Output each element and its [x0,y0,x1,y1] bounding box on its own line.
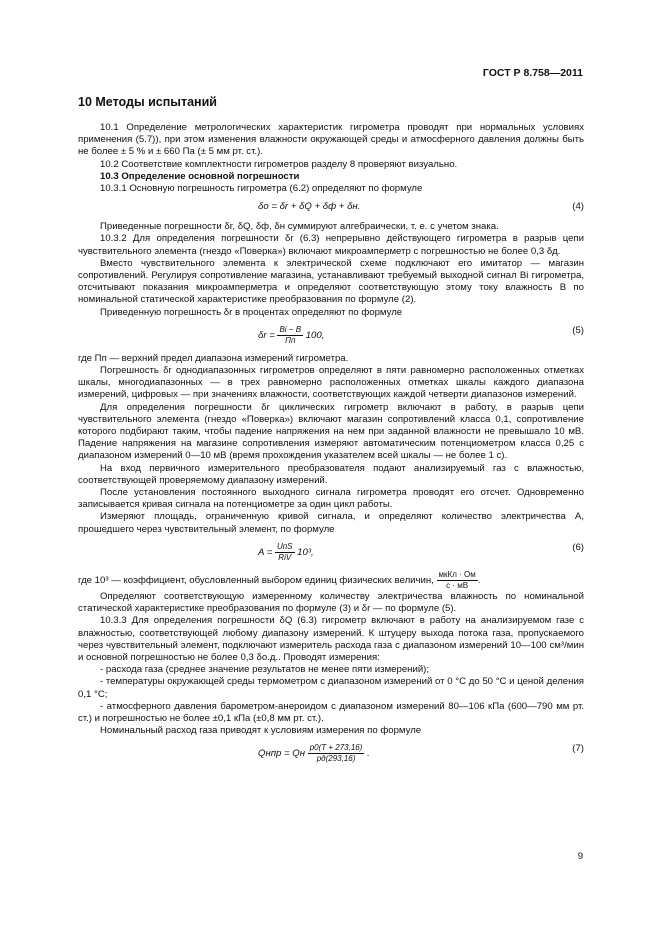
paragraph-10-2: 10.2 Соответствие комплектности гигрометров разделу 8 проверяют визуально. [100,158,458,170]
paragraph: Погрешность δr однодиапазонных гигрометров определяют в пяти равномерно расположенных отметках шкалы, многодиапазонных — в трех равномерно расположенных отметках шкалы каждого диапазона измерений, цифровых — при значениях влажности, соответствующих каждой четверти диапазонов измерений. [78,365,584,401]
units-fraction [437,570,478,591]
formula-7-number: (7) [572,743,584,755]
units-text: где 10³ — коэффициент, обусловленный выбором единиц физических величин, [78,574,434,586]
paragraph: где Пп — верхний предел диапазона измерений гигрометра. [78,352,349,364]
formula-5-body [258,325,324,346]
formula-5-fraction [277,325,303,346]
formula-6-body [258,542,314,563]
paragraph: На вход первичного измерительного преобразователя подают анализируемый газ с влажностью, соответствующей проверяемому диапазону измерений. [78,462,584,486]
page-number: 9 [577,851,583,862]
list-item: - расхода газа (среднее значение результатов не менее пяти измерений); [100,664,430,676]
formula-4-body: δо = δr + δQ + δф + δн. [258,201,361,213]
units-numerator: мкКл · Ом [438,569,476,579]
paragraph: После установления постоянного выходного сигнала гигрометра проводят его отсчет. Одновременно записывается кривая сигнала на потенциометре за один цикл работы. [78,487,584,511]
formula-5 [78,322,584,350]
formula-5-tail: 100, [305,329,325,341]
formula-7-numerator: p0(T + 273,16) [309,743,363,753]
paragraph-10-3-3: 10.3.3 Для определения погрешности δQ (6.3) гигрометр включают в работу на анализируемом газе с влажностью, соответствующей любому диапазону измерений. К штуцеру выхода потока газа, пропускаемого через чувствительный элемент, подключают измеритель расхода газа с диапазоном измерений 10—100 см³/мин и основной погрешностью не более 0,3 δо.д.. Проводят измерения: [78,615,584,663]
paragraph: Определяют соответствующую измеренному количеству электричества влажность по номинальной статической характеристике преобразования по формуле (3) и δr — по формуле (5). [78,590,584,615]
formula-7-fraction [308,743,365,764]
formula-7-denominator: pд(293,16) [316,754,356,764]
section-title: 10 Методы испытаний [78,95,217,109]
paragraph: Измеряют площадь, ограниченную кривой сигнала, и определяют количество электричества A, прошедшего через чувствительный элемент, по формуле [78,511,584,535]
standard-header: ГОСТ Р 8.758—2011 [482,67,583,79]
formula-5-denominator: Пп [285,335,296,345]
paragraph-10-1: 10.1 Определение метрологических характеристик гигрометра проводят при нормальных условиях применения (5.7)), при этом изменения влажности окружающей среды и атмосферного давления должны быть не более ± 5 % и ± 660 Па (± 5 мм рт. ст.). [78,122,584,158]
paragraph: Приведенную погрешность δr в процентах определяют по формуле [100,306,403,318]
list-item: - температуры окружающей среды термометром с диапазоном измерений от 0 °С до 50 °С и ценой деления 0,1 °С; [78,676,584,700]
paragraph: Приведенные погрешности δr, δQ, δф, δн суммируют алгебраически, т. е. с учетом знака. [100,221,499,233]
formula-4-number: (4) [572,201,584,213]
formula-6-lhs: A = [258,546,273,558]
formula-5-number: (5) [572,324,584,336]
units-paragraph: где 10³ — коэффициент, обусловленный выбором единиц физических величин, $\frac{\text{мкКл · Ом}}{с \cdot мВ}$ . [78,569,481,590]
formula-7-tail: . [367,748,370,760]
list-item: - атмосферного давления барометром-анероидом с диапазоном измерений 80—106 кПа (600—790 мм рт. ст.) и погрешностью не более ±0,1 кПа (±0,8 мм рт. ст.). [78,700,584,724]
formula-7-body [258,743,370,764]
formula-7 [78,740,584,768]
paragraph: Для определения погрешности δr циклических гигрометр включают в работу, в разрыв цепи чувствительного элемента (гнездо «Поверка») включают магазин сопротивлений класса 0,1, сопротивление которого подбирают таким, чтобы падение напряжения на нем при заданной влажности не превышало 10 мВ. Падение напряжения на магазине сопротивления измеряют автоматическим потенциометром класса 0,25 с диапазоном измерений 0—10 мВ (время прохождения указателем всей шкалы — не более 1 с). [78,401,584,462]
formula-4 [78,198,584,218]
formula-6-denominator: RiV [278,552,292,562]
paragraph-10-3-1: 10.3.1 Основную погрешность гигрометра (6.2) определяют по формуле [100,183,423,195]
paragraph-10-3-2: 10.3.2 Для определения погрешности δr (6.3) непрерывно действующего гигрометра в разрыв цепи чувствительного элемента (гнездо «Поверка») включают микроамперметр с погрешностью не более 0,3 δд. [78,233,584,257]
formula-6-number: (6) [572,541,584,553]
paragraph: Вместо чувствительного элемента к электрической схеме подключают его имитатор — магазин сопротивлений. Регулируя сопротивление магазина, устанавливают требуемый выходной сигнал Bi гигрометра, отсчитывают показания микроамперметра и определяют соответствующую этому току влажность B по номинальной статической характеристике преобразования по формуле (2). [78,257,584,306]
formula-6-tail: 10³, [297,546,314,558]
subsection-title: 10.3 Определение основной погрешности [100,170,300,182]
document-body [78,122,584,771]
formula-5-lhs: δr = [258,329,275,341]
formula-6-numerator: UпS [276,541,293,551]
units-denominator: с · мВ [446,580,469,590]
formula-5-numerator: Bi − B [279,324,302,334]
formula-7-lhs: Qнпр = Qн [258,748,306,760]
paragraph: Номинальный расход газа приводят к условиям измерения по формуле [100,725,422,737]
formula-6 [78,539,584,567]
formula-6-fraction [275,542,295,563]
